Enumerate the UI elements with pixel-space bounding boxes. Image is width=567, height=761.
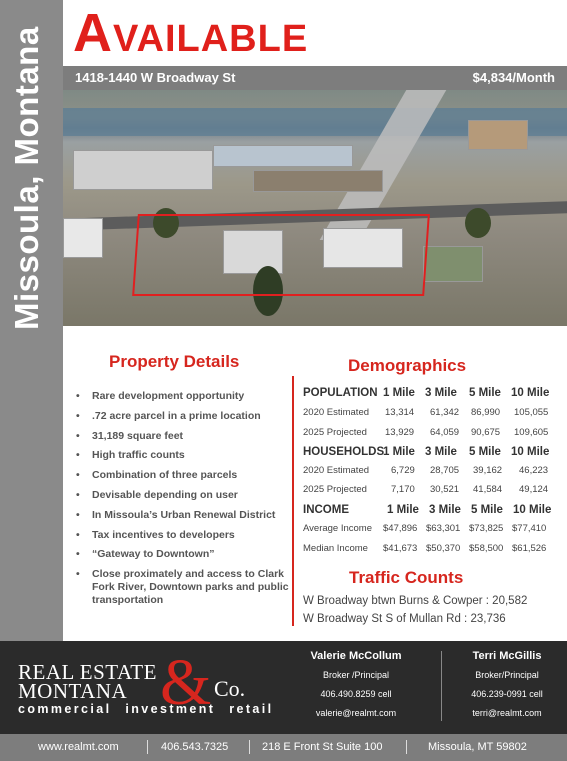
group-label: POPULATION: [303, 387, 378, 399]
detail-item: • Close proximately and access to Clark Fork River, Downtown parks and public transportation: [72, 568, 292, 607]
bar-separator: [249, 740, 250, 754]
households-header: [303, 446, 558, 462]
logo-tagline: commercial investment retail: [18, 702, 274, 716]
agent-email[interactable]: terri@realmt.com: [472, 708, 542, 718]
table-row: [303, 427, 558, 443]
row-label: 2025 Projected: [303, 427, 367, 438]
table-cell: $47,896: [383, 523, 418, 534]
photo-building: [468, 120, 528, 150]
table-cell: 61,342: [430, 407, 460, 418]
photo-building: [423, 246, 483, 282]
property-details-title: Property Details: [109, 352, 240, 371]
property-outline: [132, 214, 430, 296]
table-cell: $63,301: [426, 523, 461, 534]
detail-item: • “Gateway to Downtown”: [72, 548, 292, 561]
table-cell: 90,675: [471, 427, 501, 438]
table-cell: $50,370: [426, 543, 461, 554]
row-label: 2025 Projected: [303, 484, 367, 495]
table-cell: 39,162: [473, 465, 503, 476]
table-row: [303, 484, 558, 500]
table-cell: $41,673: [383, 543, 418, 554]
traffic-counts-title: Traffic Counts: [349, 568, 464, 587]
property-price: $4,834/Month: [472, 70, 555, 85]
bar-separator: [147, 740, 148, 754]
col-header: 10 Mile: [511, 387, 550, 399]
bottom-bar: [0, 734, 567, 761]
table-cell: 6,729: [391, 465, 415, 476]
photo-building: [73, 150, 213, 190]
detail-item: • 31,189 square feet: [72, 430, 292, 443]
col-header: 3 Mile: [425, 387, 457, 399]
table-cell: 64,059: [430, 427, 460, 438]
table-cell: $77,410: [512, 523, 547, 534]
photo-building: [253, 170, 383, 192]
table-cell: 28,705: [430, 465, 460, 476]
row-label: Median Income: [303, 543, 368, 554]
agent-title: Broker /Principal: [322, 670, 390, 680]
col-header: 3 Mile: [425, 446, 457, 458]
detail-item: • Rare development opportunity: [72, 390, 292, 403]
col-header: 5 Mile: [469, 446, 501, 458]
table-cell: 109,605: [514, 427, 549, 438]
agent-phone[interactable]: 406.490.8259 cell: [320, 689, 392, 699]
agent-card-valerie: [291, 650, 421, 727]
table-cell: 41,584: [473, 484, 503, 495]
photo-building: [213, 145, 353, 167]
logo-co: Co.: [214, 676, 246, 701]
office-address: 218 E Front St Suite 100: [262, 741, 383, 753]
agent-email[interactable]: valerie@realmt.com: [315, 708, 397, 718]
photo-building: [63, 218, 103, 258]
col-header: 10 Mile: [511, 446, 550, 458]
agent-name: Valerie McCollum: [310, 650, 402, 662]
col-header: 3 Mile: [429, 504, 461, 516]
col-header: 5 Mile: [471, 504, 503, 516]
row-label: Average Income: [303, 523, 373, 534]
table-cell: 105,055: [514, 407, 549, 418]
table-row: [303, 407, 558, 423]
detail-item: • In Missoula’s Urban Renewal District: [72, 509, 292, 522]
agent-phone[interactable]: 406.239-0991 cell: [471, 689, 543, 699]
sidebar-city: Missoula, Montana: [8, 26, 45, 330]
agent-card-terri: [442, 650, 567, 727]
table-cell: 7,170: [391, 484, 415, 495]
traffic-line: W Broadway St S of Mullan Rd : 23,736: [303, 613, 506, 625]
company-logo: [18, 646, 278, 720]
sidebar: [0, 0, 63, 641]
detail-item: • .72 acre parcel in a prime location: [72, 410, 292, 423]
logo-ampersand: &: [160, 646, 212, 719]
logo-line1: REAL ESTATE: [18, 660, 157, 684]
traffic-line: W Broadway btwn Burns & Cowper : 20,582: [303, 595, 528, 607]
logo-line2: MONTANA: [18, 679, 128, 703]
table-cell: 13,314: [385, 407, 415, 418]
divider-line: [292, 376, 294, 626]
col-header: 1 Mile: [387, 504, 419, 516]
row-label: 2020 Estimated: [303, 465, 370, 476]
population-header: [303, 387, 558, 403]
table-cell: 30,521: [430, 484, 460, 495]
table-row: [303, 523, 558, 539]
table-row: [303, 465, 558, 481]
photo-tree: [465, 208, 491, 238]
bar-separator: [406, 740, 407, 754]
table-cell: 49,124: [519, 484, 549, 495]
agent-title: Broker/Principal: [475, 670, 539, 680]
demographics-title: Demographics: [348, 356, 467, 375]
table-row: [303, 543, 558, 559]
aerial-photo: [63, 90, 567, 326]
table-cell: $73,825: [469, 523, 504, 534]
col-header: 1 Mile: [383, 446, 415, 458]
office-phone[interactable]: 406.543.7325: [161, 741, 229, 753]
col-header: 10 Mile: [513, 504, 552, 516]
property-address: 1418-1440 W Broadway St: [75, 70, 236, 85]
detail-item: • High traffic counts: [72, 449, 292, 462]
table-cell: 13,929: [385, 427, 415, 438]
office-city: Missoula, MT 59802: [428, 741, 527, 753]
agent-name: Terri McGillis: [472, 650, 542, 662]
website-link[interactable]: www.realmt.com: [38, 741, 119, 753]
address-bar: [63, 66, 567, 90]
income-header: [303, 504, 558, 520]
table-cell: $61,526: [512, 543, 547, 554]
table-cell: 86,990: [471, 407, 501, 418]
row-label: 2020 Estimated: [303, 407, 370, 418]
detail-item: • Combination of three parcels: [72, 469, 292, 482]
table-cell: $58,500: [469, 543, 504, 554]
detail-item: • Devisable depending on user: [72, 489, 292, 502]
group-label: INCOME: [303, 504, 349, 516]
col-header: 5 Mile: [469, 387, 501, 399]
headline: [63, 0, 567, 66]
table-cell: 46,223: [519, 465, 549, 476]
group-label: HOUSEHOLDS: [303, 446, 385, 458]
detail-item: • Tax incentives to developers: [72, 529, 292, 542]
col-header: 1 Mile: [383, 387, 415, 399]
headline-available: Available: [73, 3, 309, 63]
property-details-list: [72, 390, 292, 614]
